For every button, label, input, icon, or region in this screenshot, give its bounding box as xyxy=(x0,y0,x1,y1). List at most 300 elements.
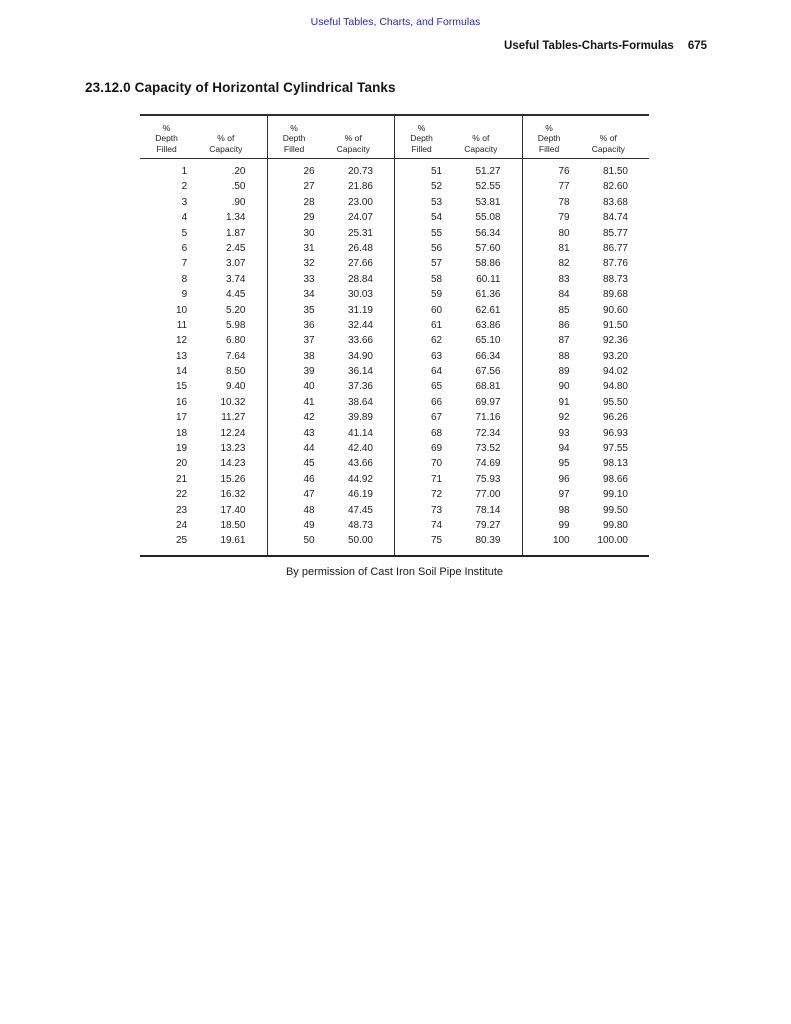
depth-cell: 83 xyxy=(558,273,570,285)
table-row xyxy=(395,410,522,425)
table-row xyxy=(268,503,395,518)
table-row xyxy=(395,533,522,548)
depth-cell: 58 xyxy=(431,273,443,285)
header-line: % of xyxy=(472,133,490,143)
capacity-cell: 3.07 xyxy=(226,258,246,270)
depth-cell: 29 xyxy=(303,212,315,224)
table-row xyxy=(140,179,267,194)
table-row xyxy=(395,333,522,348)
depth-cell: 48 xyxy=(303,504,315,516)
table-row xyxy=(268,379,395,394)
running-head-link[interactable]: Useful Tables, Charts, and Formulas xyxy=(310,16,481,28)
table-row xyxy=(140,210,267,225)
table-row xyxy=(140,241,267,256)
depth-cell: 36 xyxy=(303,319,315,331)
capacity-cell: 96.26 xyxy=(602,412,628,424)
depth-cell: 78 xyxy=(558,196,570,208)
table-row xyxy=(523,333,650,348)
header-line: Depth xyxy=(155,133,178,143)
capacity-cell: 1.34 xyxy=(226,212,246,224)
capacity-cell: 87.76 xyxy=(602,258,628,270)
capacity-cell: 77.00 xyxy=(475,489,501,501)
capacity-cell: .90 xyxy=(231,196,246,208)
depth-cell: 68 xyxy=(431,427,443,439)
capacity-cell: 63.86 xyxy=(475,319,501,331)
depth-cell: 62 xyxy=(431,335,443,347)
table-row xyxy=(395,210,522,225)
capacity-cell: 73.52 xyxy=(475,443,501,455)
table-row xyxy=(395,318,522,333)
capacity-cell: 65.10 xyxy=(475,335,501,347)
depth-cell: 18 xyxy=(176,427,188,439)
table-row xyxy=(140,410,267,425)
depth-cell: 22 xyxy=(176,489,188,501)
table-row xyxy=(268,487,395,502)
table-row xyxy=(523,272,650,287)
capacity-header xyxy=(576,133,649,154)
table-column-group xyxy=(267,116,395,555)
capacity-cell: 92.36 xyxy=(602,335,628,347)
capacity-cell: 15.26 xyxy=(220,473,246,485)
capacity-cell: 85.77 xyxy=(602,227,628,239)
table-row xyxy=(268,472,395,487)
depth-cell: 35 xyxy=(303,304,315,316)
capacity-cell: 51.27 xyxy=(475,166,501,177)
depth-cell: 66 xyxy=(431,396,443,408)
capacity-cell: 5.20 xyxy=(226,304,246,316)
depth-cell: 74 xyxy=(431,519,443,531)
depth-cell: 3 xyxy=(181,196,188,208)
capacity-cell: 55.08 xyxy=(475,212,501,224)
capacity-cell: 9.40 xyxy=(226,381,246,393)
capacity-cell: 94.02 xyxy=(602,366,628,378)
table-row xyxy=(395,456,522,471)
table-row xyxy=(268,318,395,333)
page-header-title: Useful Tables-Charts-Formulas xyxy=(504,40,674,52)
capacity-cell: 21.86 xyxy=(347,181,373,193)
capacity-cell: 72.34 xyxy=(475,427,501,439)
capacity-cell: 46.19 xyxy=(347,489,373,501)
depth-cell: 23 xyxy=(176,504,188,516)
depth-cell: 77 xyxy=(558,181,570,193)
depth-cell: 15 xyxy=(176,381,188,393)
table-row xyxy=(523,164,650,179)
table-row xyxy=(523,364,650,379)
depth-cell: 54 xyxy=(431,212,443,224)
capacity-cell: 84.74 xyxy=(602,212,628,224)
table-row xyxy=(523,410,650,425)
depth-cell: 84 xyxy=(558,289,570,301)
depth-cell: 20 xyxy=(176,458,188,470)
capacity-cell: 2.45 xyxy=(226,242,246,254)
page-header xyxy=(504,40,707,52)
section-heading: 23.12.0 Capacity of Horizontal Cylindrical Tanks xyxy=(85,80,396,95)
capacity-cell: 56.34 xyxy=(475,227,501,239)
capacity-cell: 33.66 xyxy=(347,335,373,347)
table-row xyxy=(140,456,267,471)
table-row xyxy=(140,333,267,348)
table-row xyxy=(140,349,267,364)
depth-cell: 42 xyxy=(303,412,315,424)
capacity-cell: 66.34 xyxy=(475,350,501,362)
depth-cell: 96 xyxy=(558,473,570,485)
table-row xyxy=(395,518,522,533)
table-caption: By permission of Cast Iron Soil Pipe Institute xyxy=(285,566,504,578)
capacity-cell: 28.84 xyxy=(347,273,373,285)
capacity-cell: 90.60 xyxy=(602,304,628,316)
depth-cell: 27 xyxy=(303,181,315,193)
depth-cell: 5 xyxy=(181,227,188,239)
table-row xyxy=(523,379,650,394)
table-row xyxy=(395,241,522,256)
header-line: Filled xyxy=(283,143,305,154)
depth-cell: 8 xyxy=(181,273,188,285)
capacity-cell: 8.50 xyxy=(226,366,246,378)
capacity-cell: 99.80 xyxy=(602,519,628,531)
depth-header xyxy=(395,123,448,155)
table-row xyxy=(523,241,650,256)
capacity-cell: 48.73 xyxy=(347,519,373,531)
capacity-header xyxy=(321,133,394,154)
depth-cell: 39 xyxy=(303,366,315,378)
table-row xyxy=(523,441,650,456)
table-row xyxy=(268,364,395,379)
table-row xyxy=(268,533,395,548)
depth-cell: 24 xyxy=(176,519,188,531)
table-row xyxy=(140,164,267,179)
table-row xyxy=(268,256,395,271)
table-row xyxy=(268,349,395,364)
table-row xyxy=(140,318,267,333)
depth-cell: 52 xyxy=(431,181,443,193)
table-row xyxy=(268,226,395,241)
capacity-cell: 83.68 xyxy=(602,196,628,208)
capacity-cell: 67.56 xyxy=(475,366,501,378)
depth-cell: 16 xyxy=(176,396,188,408)
depth-cell: 73 xyxy=(431,504,443,516)
table-row xyxy=(523,303,650,318)
capacity-cell: 44.92 xyxy=(347,473,373,485)
depth-cell: 53 xyxy=(431,196,443,208)
capacity-cell: 89.68 xyxy=(602,289,628,301)
group-header xyxy=(395,116,522,159)
capacity-cell: 25.31 xyxy=(347,227,373,239)
table-column-group xyxy=(394,116,522,555)
depth-cell: 95 xyxy=(558,458,570,470)
capacity-cell: 68.81 xyxy=(475,381,501,393)
table-row xyxy=(395,503,522,518)
table-row xyxy=(140,364,267,379)
table-row xyxy=(395,364,522,379)
depth-cell: 65 xyxy=(431,381,443,393)
capacity-cell: 60.11 xyxy=(476,273,501,285)
capacity-cell: 31.19 xyxy=(347,304,373,316)
capacity-cell: 50.00 xyxy=(347,535,373,547)
depth-cell: 79 xyxy=(558,212,570,224)
capacity-cell: 62.61 xyxy=(475,304,501,316)
depth-cell: 12 xyxy=(176,335,188,347)
capacity-cell: 94.80 xyxy=(602,381,628,393)
header-line: % xyxy=(162,122,171,133)
table-row xyxy=(523,318,650,333)
depth-cell: 67 xyxy=(431,412,443,424)
capacity-cell: 69.97 xyxy=(475,396,501,408)
capacity-cell: 30.03 xyxy=(347,289,373,301)
table-row xyxy=(395,379,522,394)
table-row xyxy=(268,272,395,287)
capacity-cell: 5.98 xyxy=(226,319,246,331)
table-row xyxy=(268,195,395,210)
depth-cell: 80 xyxy=(558,227,570,239)
table-row xyxy=(140,426,267,441)
table-row xyxy=(268,395,395,410)
depth-cell: 50 xyxy=(303,535,315,547)
capacity-cell: 19.61 xyxy=(220,535,246,547)
capacity-cell: 11.27 xyxy=(221,412,246,424)
depth-cell: 82 xyxy=(558,258,570,270)
group-header xyxy=(523,116,650,159)
header-line: Capacity xyxy=(591,143,625,154)
depth-header xyxy=(523,123,576,155)
capacity-cell: 1.87 xyxy=(226,227,246,239)
table-row xyxy=(523,518,650,533)
table-row xyxy=(395,164,522,179)
depth-cell: 33 xyxy=(303,273,315,285)
capacity-cell: 23.00 xyxy=(347,196,373,208)
depth-cell: 1 xyxy=(181,166,188,177)
header-line: % of xyxy=(599,133,617,143)
capacity-cell: 38.64 xyxy=(347,396,373,408)
table-row xyxy=(268,410,395,425)
table-column-group xyxy=(522,116,650,555)
depth-cell: 31 xyxy=(303,242,315,254)
table-row xyxy=(395,487,522,502)
depth-cell: 34 xyxy=(303,289,315,301)
table-row xyxy=(523,349,650,364)
group-header xyxy=(268,116,395,159)
capacity-cell: 6.80 xyxy=(226,335,246,347)
header-line: % of xyxy=(344,133,362,143)
table-row xyxy=(523,456,650,471)
capacity-cell: 61.36 xyxy=(475,289,501,301)
depth-cell: 7 xyxy=(181,258,188,270)
capacity-cell: 43.66 xyxy=(347,458,373,470)
capacity-cell: 37.36 xyxy=(347,381,373,393)
table-row xyxy=(140,503,267,518)
capacity-cell: 86.77 xyxy=(602,242,628,254)
depth-cell: 56 xyxy=(431,242,443,254)
depth-cell: 9 xyxy=(181,289,188,301)
capacity-cell: 93.20 xyxy=(602,350,628,362)
capacity-cell: 97.55 xyxy=(602,443,628,455)
table-row xyxy=(523,256,650,271)
capacity-cell: .50 xyxy=(231,181,246,193)
depth-cell: 88 xyxy=(558,350,570,362)
depth-cell: 4 xyxy=(181,212,188,224)
capacity-cell: 16.32 xyxy=(220,489,246,501)
table-row xyxy=(140,256,267,271)
table-row xyxy=(140,287,267,302)
depth-cell: 47 xyxy=(303,489,315,501)
table-column-group xyxy=(140,116,267,555)
table-row xyxy=(268,426,395,441)
depth-cell: 19 xyxy=(176,443,188,455)
table-row xyxy=(140,395,267,410)
table-row xyxy=(523,210,650,225)
depth-cell: 75 xyxy=(431,535,443,547)
table-row xyxy=(140,441,267,456)
table-row xyxy=(395,441,522,456)
table-row xyxy=(140,303,267,318)
capacity-cell: 20.73 xyxy=(347,166,373,177)
depth-cell: 99 xyxy=(558,519,570,531)
capacity-cell: 99.50 xyxy=(602,504,628,516)
depth-cell: 100 xyxy=(552,535,570,547)
table-row xyxy=(523,226,650,241)
capacity-cell: 42.40 xyxy=(347,443,373,455)
header-line: % xyxy=(290,122,298,133)
table-row xyxy=(268,179,395,194)
capacity-cell: 47.45 xyxy=(347,504,373,516)
depth-cell: 28 xyxy=(303,196,315,208)
table-row xyxy=(523,503,650,518)
depth-cell: 13 xyxy=(176,350,188,362)
depth-cell: 97 xyxy=(558,489,570,501)
header-line: Depth xyxy=(282,133,306,143)
table-row xyxy=(523,426,650,441)
depth-cell: 41 xyxy=(303,396,315,408)
capacity-cell: 27.66 xyxy=(347,258,373,270)
capacity-cell: 14.23 xyxy=(220,458,246,470)
capacity-cell: 98.13 xyxy=(602,458,628,470)
table-row xyxy=(395,472,522,487)
depth-cell: 76 xyxy=(558,166,570,177)
depth-cell: 98 xyxy=(558,504,570,516)
table-row xyxy=(523,287,650,302)
capacity-cell: 88.73 xyxy=(602,273,628,285)
depth-cell: 81 xyxy=(558,242,570,254)
group-header xyxy=(140,116,267,159)
capacity-cell: 52.55 xyxy=(475,181,501,193)
table-row xyxy=(140,533,267,548)
header-line: % xyxy=(545,122,553,133)
capacity-cell: 71.16 xyxy=(475,412,501,424)
depth-cell: 11 xyxy=(176,319,188,331)
depth-cell: 85 xyxy=(558,304,570,316)
depth-cell: 64 xyxy=(431,366,443,378)
table-row xyxy=(395,226,522,241)
depth-cell: 71 xyxy=(431,473,443,485)
header-line: Depth xyxy=(537,133,561,143)
depth-cell: 90 xyxy=(558,381,570,393)
header-line: Capacity xyxy=(464,143,498,154)
depth-cell: 94 xyxy=(558,443,570,455)
table-row xyxy=(523,395,650,410)
page-number: 675 xyxy=(687,40,707,52)
depth-cell: 21 xyxy=(176,473,188,485)
capacity-cell: 100.00 xyxy=(597,535,628,547)
depth-cell: 72 xyxy=(431,489,443,501)
capacity-cell: 7.64 xyxy=(226,350,246,362)
capacity-cell: 58.86 xyxy=(475,258,501,270)
depth-cell: 70 xyxy=(431,458,443,470)
depth-header xyxy=(268,123,321,155)
table-row xyxy=(140,272,267,287)
table-row xyxy=(395,303,522,318)
capacity-cell: 82.60 xyxy=(602,181,628,193)
depth-cell: 40 xyxy=(303,381,315,393)
capacity-cell: 24.07 xyxy=(347,212,373,224)
depth-cell: 17 xyxy=(176,412,188,424)
group-rows xyxy=(140,159,267,555)
group-rows xyxy=(523,159,650,555)
table-row xyxy=(140,226,267,241)
table-row xyxy=(140,487,267,502)
capacity-cell: 32.44 xyxy=(347,319,373,331)
capacity-cell: 81.50 xyxy=(602,166,628,177)
capacity-cell: 12.24 xyxy=(220,427,246,439)
table-row xyxy=(395,256,522,271)
depth-cell: 63 xyxy=(431,350,443,362)
table-row xyxy=(395,272,522,287)
table-row xyxy=(268,241,395,256)
capacity-cell: 13.23 xyxy=(220,443,246,455)
depth-cell: 91 xyxy=(558,396,570,408)
depth-cell: 87 xyxy=(558,335,570,347)
table-row xyxy=(140,518,267,533)
header-line: Filled xyxy=(538,143,560,154)
capacity-header xyxy=(193,133,266,154)
table-row xyxy=(268,303,395,318)
depth-cell: 60 xyxy=(431,304,443,316)
table-row xyxy=(268,210,395,225)
depth-cell: 55 xyxy=(431,227,443,239)
table-row xyxy=(523,533,650,548)
depth-cell: 57 xyxy=(431,258,443,270)
table-row xyxy=(268,287,395,302)
table-row xyxy=(395,195,522,210)
capacity-cell: .20 xyxy=(231,166,246,177)
header-line: % xyxy=(417,122,426,133)
capacity-cell: 79.27 xyxy=(475,519,501,531)
group-rows xyxy=(268,159,395,555)
depth-cell: 43 xyxy=(303,427,315,439)
capacity-cell: 3.74 xyxy=(226,273,246,285)
header-line: Depth xyxy=(410,133,433,143)
depth-cell: 25 xyxy=(176,535,188,547)
table-row xyxy=(268,164,395,179)
depth-header xyxy=(140,123,193,155)
capacity-cell: 36.14 xyxy=(347,366,373,378)
table-row xyxy=(523,195,650,210)
capacity-cell: 98.66 xyxy=(602,473,628,485)
capacity-cell: 10.32 xyxy=(220,396,246,408)
table-row xyxy=(395,395,522,410)
capacity-cell: 4.45 xyxy=(226,289,246,301)
header-line: Capacity xyxy=(336,143,370,154)
depth-cell: 37 xyxy=(303,335,315,347)
depth-cell: 46 xyxy=(303,473,315,485)
depth-cell: 59 xyxy=(431,289,443,301)
depth-cell: 45 xyxy=(303,458,315,470)
depth-cell: 49 xyxy=(303,519,315,531)
header-line: % of xyxy=(217,133,235,143)
table-row xyxy=(395,426,522,441)
capacity-cell: 26.48 xyxy=(347,242,373,254)
capacity-cell: 17.40 xyxy=(220,504,246,516)
depth-cell: 93 xyxy=(558,427,570,439)
group-rows xyxy=(395,159,522,555)
